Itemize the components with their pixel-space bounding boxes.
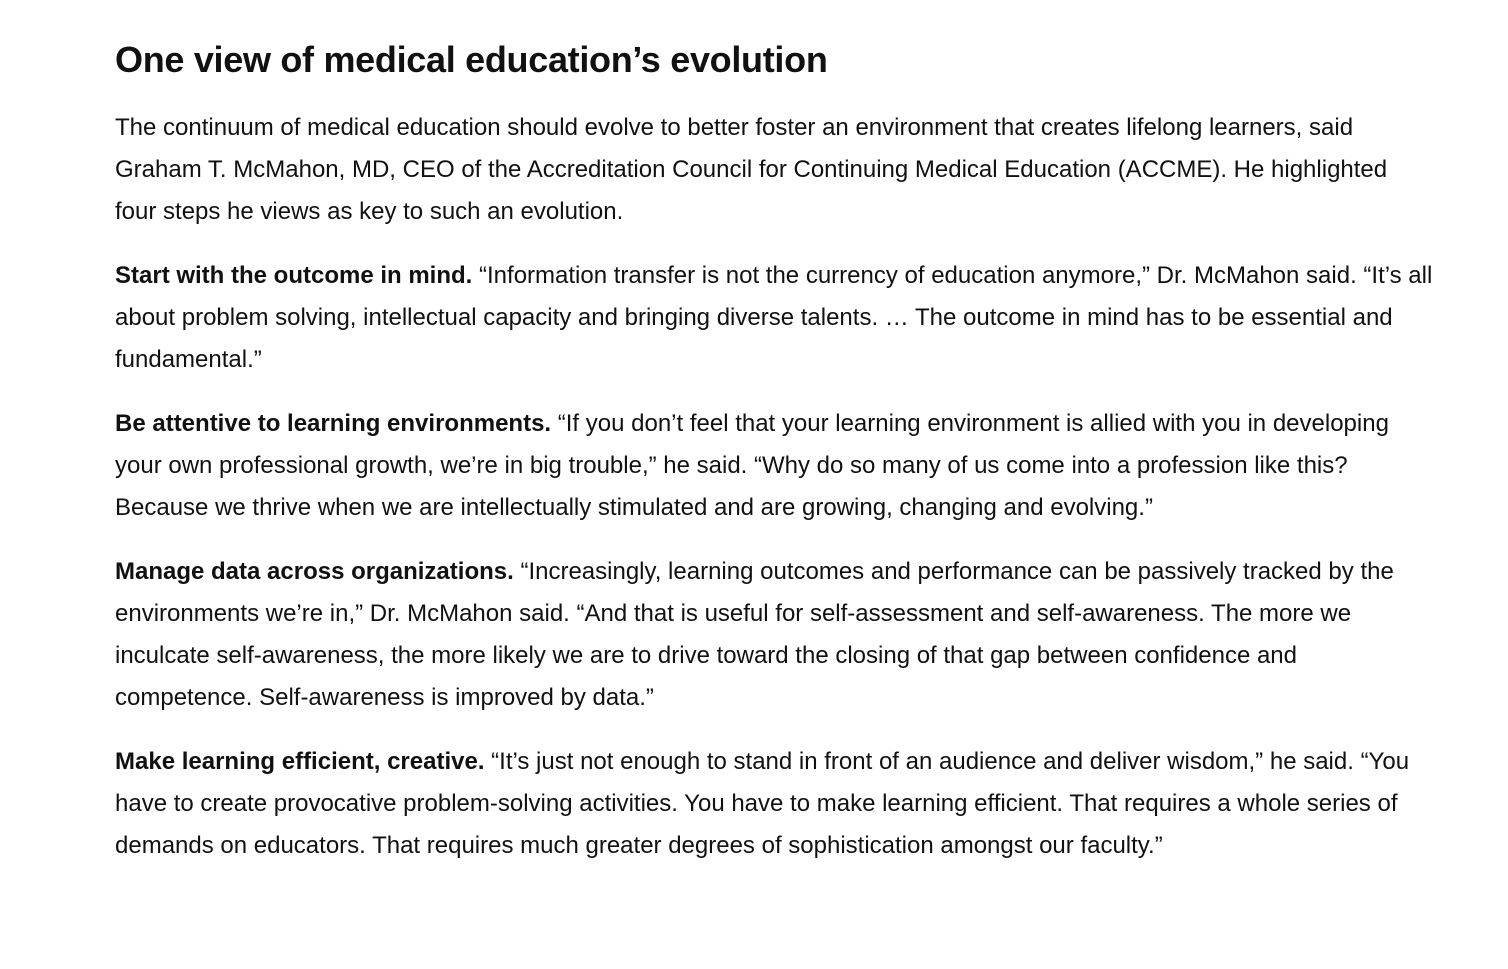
step-body-efficient: “It’s just not enough to stand in front of an audience and deliver wisdom,” he said. “You have to create provocative problem-solving activities. You have to make learning efficient. That requires a whole series of demands on educators. That requires much greater degrees of sophistication amongst our faculty.” bbox=[115, 748, 1410, 859]
step-paragraph-efficient bbox=[115, 741, 1435, 867]
step-lead-outcome: Start with the outcome in mind. bbox=[115, 262, 473, 289]
article-title: One view of medical education’s evolution bbox=[115, 39, 828, 80]
step-body-outcome: “Information transfer is not the currency of education anymore,” Dr. McMahon said. “It’s all about problem solving, intellectual capacity and bringing diverse talents. … The outcome in mind has to be essential and fundamental.” bbox=[115, 262, 1433, 373]
step-paragraph-environments bbox=[115, 403, 1435, 529]
intro-paragraph: The continuum of medical education should evolve to better foster an environment that creates lifelong learners, said Graham T. McMahon, MD, CEO of the Accreditation Council for Continuing Medical Education (ACCME). He highlighted four steps he views as key to such an evolution. bbox=[115, 114, 1388, 225]
step-lead-efficient: Make learning efficient, creative. bbox=[115, 748, 485, 775]
article bbox=[115, 0, 1435, 867]
step-paragraph-outcome bbox=[115, 255, 1435, 381]
step-body-environments: “If you don’t feel that your learning environment is allied with you in developing your own professional growth, we’re in big trouble,” he said. “Why do so many of us come into a profession like this? Because we thrive when we are intellectually stimulated and are growing, changing and evolving.” bbox=[115, 410, 1389, 521]
step-lead-environments: Be attentive to learning environments. bbox=[115, 410, 552, 437]
step-lead-data: Manage data across organizations. bbox=[115, 558, 514, 585]
step-paragraph-data bbox=[115, 551, 1435, 719]
step-body-data: “Increasingly, learning outcomes and performance can be passively tracked by the environments we’re in,” Dr. McMahon said. “And that is useful for self-assessment and self-awareness. The more we inculcate self-awareness, the more likely we are to drive toward the closing of that gap between confidence and competence. Self-awareness is improved by data.” bbox=[115, 558, 1394, 711]
